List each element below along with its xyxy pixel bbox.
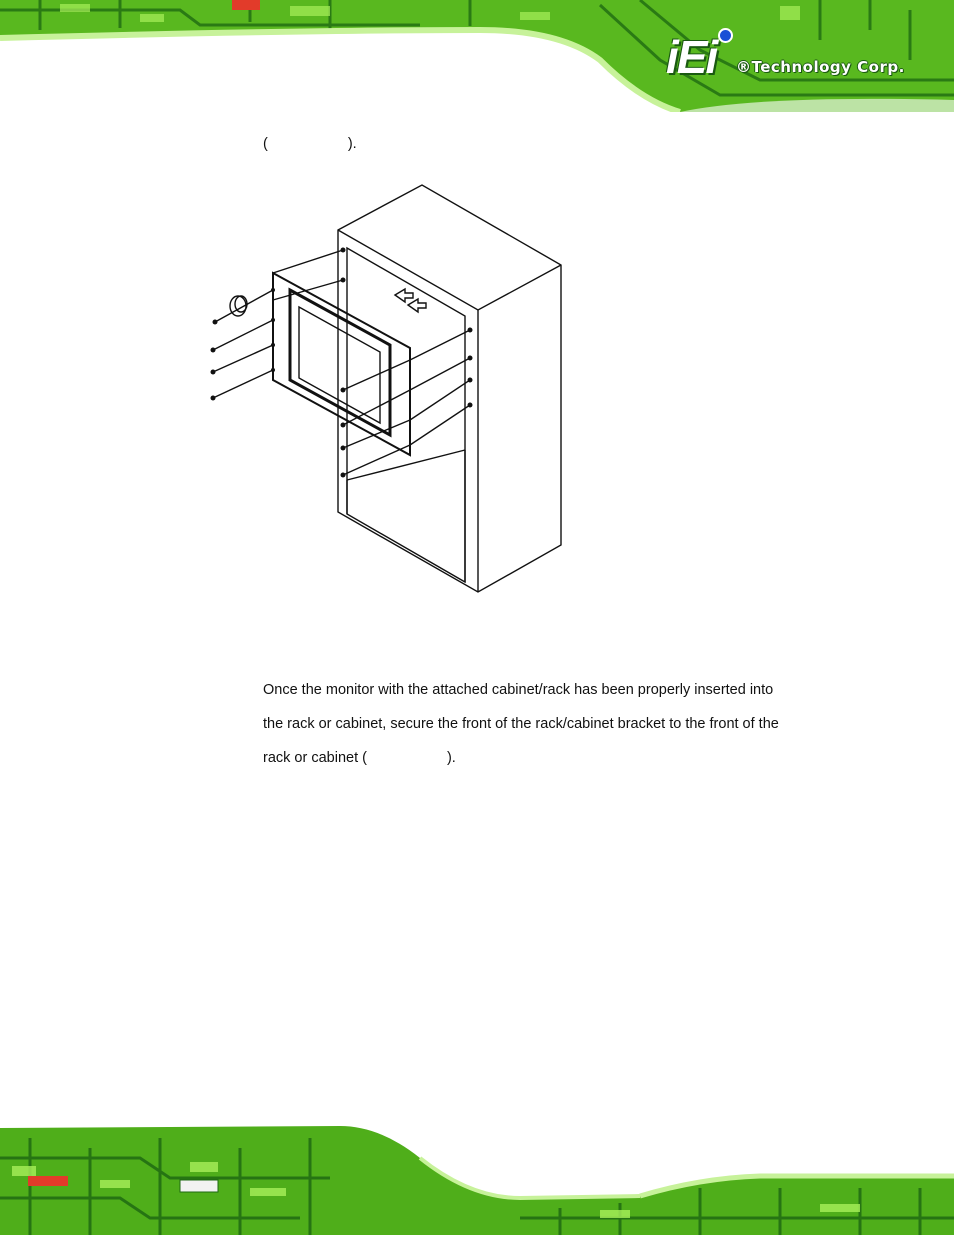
ref-close: ). xyxy=(347,136,357,152)
paragraph-line-3 xyxy=(263,741,823,775)
company-logo xyxy=(666,26,916,88)
ref-open: ( xyxy=(263,136,268,152)
cabinet-install-figure xyxy=(195,180,575,600)
paragraph-line-2: the rack or cabinet, secure the front of the rack/cabinet bracket to the front of the xyxy=(263,716,779,732)
logo-dot-icon xyxy=(718,28,733,43)
line3-start: rack or cabinet ( xyxy=(263,750,367,766)
instruction-paragraph xyxy=(263,673,823,775)
paragraph-line-1: Once the monitor with the attached cabinet/rack has been properly inserted into xyxy=(263,682,774,698)
cabinet-install-drawing xyxy=(195,180,575,600)
logo-tagline: ®Technology Corp. xyxy=(736,58,905,76)
line3-end: ). xyxy=(446,750,456,766)
footer-banner xyxy=(0,1118,954,1235)
circuit-board-footer-graphic xyxy=(0,1118,954,1235)
header-banner xyxy=(0,0,954,112)
logo-mark: iEi xyxy=(666,31,717,83)
figure-reference-line xyxy=(263,127,823,161)
